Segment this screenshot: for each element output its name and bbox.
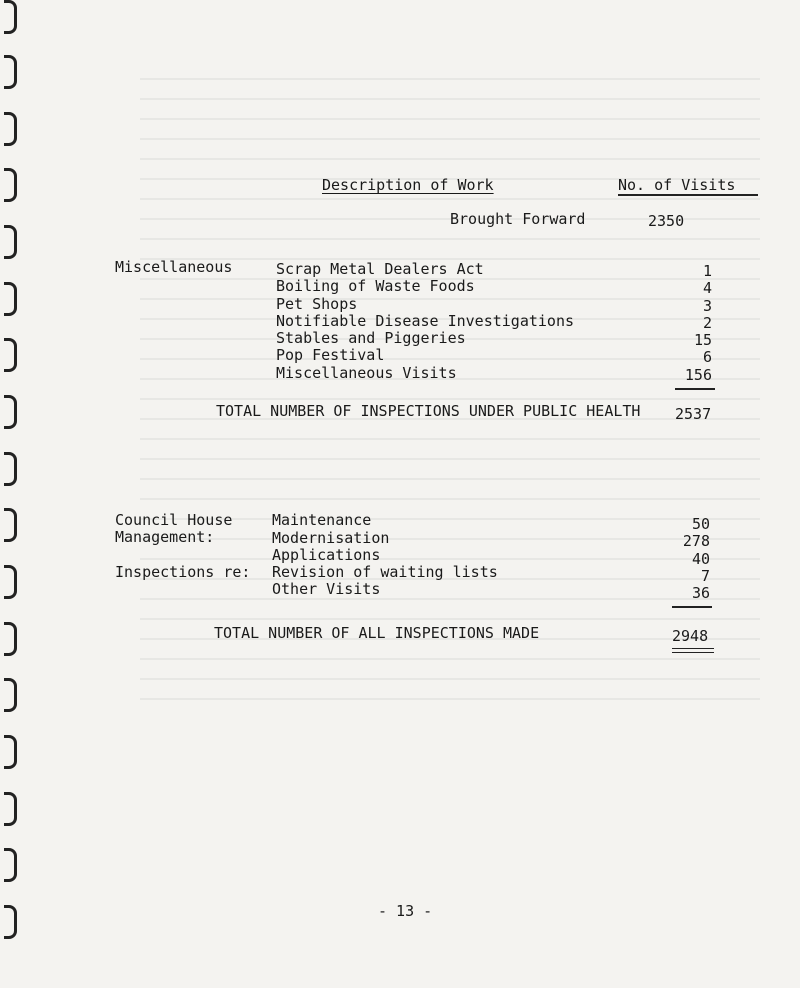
council-item-label: Applications [272,546,381,564]
total-public-health-value: 2537 [675,405,712,423]
council-item-value: 278 [682,532,710,550]
brought-forward-label: Brought Forward [450,210,586,228]
misc-category-label: Miscellaneous [115,258,233,276]
subtotal-rule [675,388,715,390]
council-item-value: 50 [691,515,710,533]
misc-item-value: 156 [684,366,712,384]
subtotal-rule [672,606,712,608]
council-item-value: 7 [700,567,710,585]
page-number: - 13 - [378,902,433,920]
misc-item-value: 15 [693,331,712,349]
council-item-value: 36 [691,584,710,602]
council-item-value: 40 [691,550,710,568]
total-all-label: TOTAL NUMBER OF ALL INSPECTIONS MADE [214,624,540,642]
total-public-health-label: TOTAL NUMBER OF INSPECTIONS UNDER PUBLIC HEALTH [216,402,641,420]
misc-item-label: Notifiable Disease Investigations [276,312,575,330]
misc-item-label: Pet Shops [276,295,358,313]
description-of-work-heading: Description of Work [322,176,494,194]
council-item-label: Revision of waiting lists [272,563,498,581]
misc-item-value: 4 [702,279,712,297]
binding-rings [0,0,22,988]
council-category-line2: Management: [115,528,215,546]
double-underline-top [672,648,714,649]
council-item-label: Other Visits [272,580,381,598]
council-item-label: Modernisation [272,529,390,547]
misc-item-label: Stables and Piggeries [276,329,466,347]
misc-item-label: Boiling of Waste Foods [276,277,475,295]
misc-item-label: Miscellaneous Visits [276,364,457,382]
council-category-line1: Council House [115,511,233,529]
double-underline-bottom [672,652,714,653]
misc-item-label: Scrap Metal Dealers Act [276,260,484,278]
misc-item-value: 1 [702,262,712,280]
total-all-value: 2948 [672,627,709,645]
misc-item-label: Pop Festival [276,346,385,364]
misc-item-value: 6 [702,348,712,366]
header-underline [618,194,758,196]
council-category-line3: Inspections re: [115,563,251,581]
misc-item-value: 3 [702,297,712,315]
council-item-label: Maintenance [272,511,372,529]
brought-forward-value: 2350 [648,212,685,230]
misc-item-value: 2 [702,314,712,332]
no-of-visits-heading: No. of Visits [618,176,736,194]
